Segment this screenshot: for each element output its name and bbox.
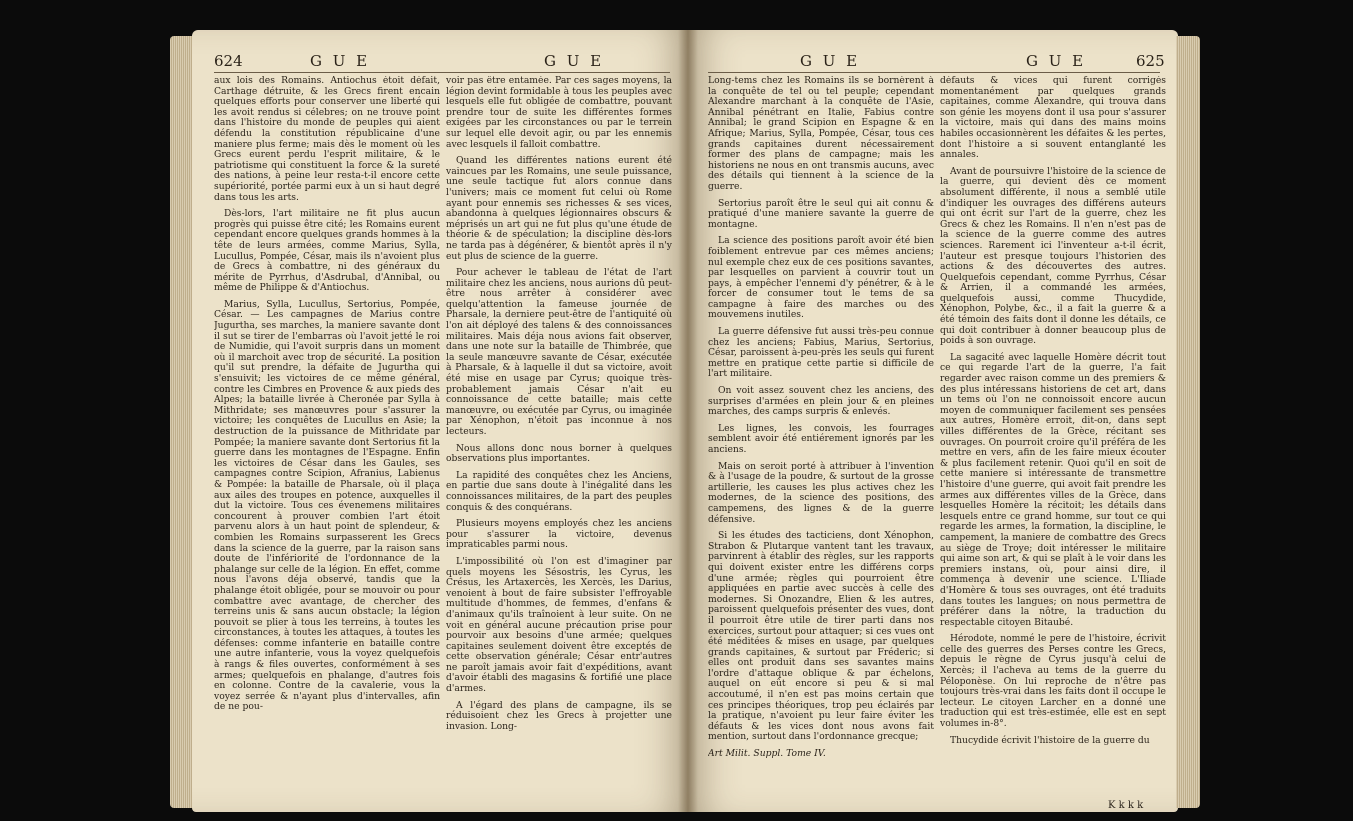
paragraph: La guerre défensive fut aussi très-peu connue chez les anciens; Fabius, Marius, Sertorius, César, paroissent à-peu-près les seuls qui furent mettre en pratique cette partie si difficile de l'art militaire.	[708, 326, 934, 380]
text-column-2	[446, 76, 672, 796]
page-edges-left	[170, 36, 194, 808]
footer-signature: Art Milit. Suppl. Tome IV.	[708, 748, 826, 760]
paragraph: aux lois des Romains. Antiochus étoit défait, Carthage détruite, & les Grecs firent encain quelques efforts pour conserver une liberté qui les avoit rendus si célebres; on ne trouve point dans l'histoire du monde de peuples qui aient défendu la constitution républicaine d'une maniere plus ferme; mais dès le moment où les Grecs eurent perdu l'esprit militaire, & le patriotisme qui constituent la force & la sureté des nations, à peine leur resta-t-il encore cette supériorité, portée parmi eux à un si haut degré dans tous les arts.	[214, 76, 440, 203]
page-number: 625	[1136, 52, 1165, 70]
paragraph: On voit assez souvent chez les anciens, des surprises d'armées en plein jour & en pleines marches, des camps surpris & enlevés.	[708, 385, 934, 418]
header-rule	[708, 72, 1160, 73]
header-rule	[214, 72, 670, 73]
paragraph: Plusieurs moyens employés chez les anciens pour s'assurer la victoire, devenus impraticables parmi nous.	[446, 518, 672, 551]
paragraph: La sagacité avec laquelle Homère décrit tout ce qui regarde l'art de la guerre, l'a fait regarder avec raison comme un des premiers & des plus intéressans historiens de cet art, dans un tems où l'on ne connoissoit encore aucun moyen de communiquer facilement ses pensées aux autres, Homère erroit, dit-on, dans sept villes différentes de la Grèce, récitant ses ouvrages. On pourroit croire qu'il préféra de les mettre en vers, afin de les faire mieux écouter & plus facilement retenir. Quoi qu'il en soit de cette maniere si intéressante de transmettre l'histoire d'une guerre, qui avoit fait prendre les armes aux différentes villes de la Grèce, dans lesquelles Homère la récitoit; les détails dans lesquels entre ce grand homme, sur tout ce qui regarde les armes, la formation, la discipline, le campement, la maniere de combattre des Grecs au siège de Troye; doit intéresser le militaire qui aime son art, & qui se plaît à le voir dans les premiers instans, où, pour ainsi dire, il commença à devenir une science. L'Iliade d'Homère & tous ses ouvrages, ont été traduits dans toutes les langues; on nous permettra de préférer dans la nôtre, la traduction du respectable citoyen Bitaubé.	[940, 351, 1166, 628]
page-number: 624	[214, 52, 243, 70]
left-page	[192, 30, 688, 812]
running-header: G U E	[310, 52, 371, 70]
paragraph: défauts & vices qui furent corrigés momentanément par quelques grands capitaines, comme Alexandre, qui trouva dans son génie les moyens dont il usa pour s'assurer la victoire, mais qui dans des mains moins habiles occasionnèrent les défaites & les pertes, dont l'histoire a si souvent entanglanté les annales.	[940, 76, 1166, 161]
paragraph: Si les études des tacticiens, dont Xénophon, Strabon & Plutarque vantent tant les travaux, parvinrent à établir des règles, sur les rapports qui doivent exister entre les différens corps d'une armée; règles qui pourroient être appliquées en partie avec succès à celle des modernes. Si Onozandre, Elien & les autres, paroissent quelquefois présenter des vues, dont il pourroit être utile de tirer parti dans nos exercices, surtout pour attaquer; si ces vues ont été méditées & mises en usage, par quelques grands capitaines, & surtout par Fréderic; si elles ont produit dans ses savantes mains l'ordre d'attaque oblique & par échelons, auquel on eût encore si peu & si mal accoutumé, il n'en est pas moins certain que ces principes théoriques, trop peu éclairés par la pratique, n'avoient pu leur faire éviter les défauts & les vices dont nous avons fait mention, surtout dans l'ordonnance grecque;	[708, 530, 934, 743]
paragraph: La rapidité des conquêtes chez les Anciens, en partie due sans doute à l'inégalité dans les connoissances militaires, de la part des peuples conquis & des conquérans.	[446, 469, 672, 513]
paragraph: Long-tems chez les Romains ils se bornèrent à la conquête de tel ou tel peuple; cependant Alexandre marchant à la conquête de l'Asie, Annibal pénétrant en Italie, Fabius contre Annibal; le grand Scipion en Espagne & en Afrique; Marius, Sylla, Pompée, César, tous ces grands capitaines durent nécessairement former des plans de campagne; mais les historiens ne nous en ont transmis aucuns, avec des détails qui tiennent à la science de la guerre.	[708, 76, 934, 192]
running-header: G U E	[800, 52, 861, 70]
book-gutter	[678, 30, 698, 812]
page-edges-right	[1176, 36, 1200, 808]
text-column-1	[214, 76, 440, 796]
text-column-2	[940, 76, 1166, 796]
text-column-1	[708, 76, 934, 796]
paragraph: Dès-lors, l'art militaire ne fit plus aucun progrès qui puisse être cité; les Romains eurent cependant encore quelques grands hommes à la tête de leurs armées, comme Marius, Sylla, Lucullus, Pompée, César, mais ils n'avoient plus de Grecs à combattre, ni des généraux du mérite de Pyrrhus, d'Asdrubal, d'Annibal, ou même de Philippe & d'Antiochus.	[214, 208, 440, 294]
paragraph: voir pas être entamée. Par ces sages moyens, la légion devint formidable à tous les peuples avec lesquels elle fut obligée de combattre, pouvant prendre tour de suite les différentes formes exigées par les circonstances ou par le terrein sur lequel elle devoit agir, ou par les ennemis avec lesquels il falloit combattre.	[446, 76, 672, 150]
running-header: G U E	[1026, 52, 1087, 70]
paragraph: Nous allons donc nous borner à quelques observations plus importantes.	[446, 442, 672, 465]
paragraph: Sertorius paroît être le seul qui ait connu & pratiqué d'une maniere savante la guerre de montagne.	[708, 197, 934, 230]
paragraph: L'impossibilité où l'on est d'imaginer par quels moyens les Sésostris, les Cyrus, les Crésus, les Artaxercès, les Xercès, les Darius, venoient à bout de faire subsister l'effroyable multitude d'hommes, de femmes, d'enfans & d'animaux qu'ils traînoient à leur suite. On ne voit en général aucune précaution prise pour pourvoir aux besoins d'une armée; quelques capitaines seulement doivent être exceptés de cette observation générale; César entr'autres ne paroît jamais avoir fait d'expéditions, avant d'avoir établi des magasins & fortifié une place d'armes.	[446, 555, 672, 695]
right-page	[688, 30, 1178, 812]
paragraph: Quand les différentes nations eurent été vaincues par les Romains, une seule puissance, une seule tactique fut alors connue dans l'univers; mais ce moment fut celui où Rome ayant pour ennemis ses richesses & ses vices, abandonna à quelques légionnaires obscurs & méprisés un art qui ne fut plus qu'une étude de théorie & de spéculation; la discipline dès-lors ne tarda pas à dégénérer, & bientôt après il n'y eut plus de science de la guerre.	[446, 155, 672, 262]
open-book	[170, 30, 1200, 812]
signature-mark: K k k k	[1108, 800, 1144, 811]
paragraph: Mais on seroit porté à attribuer à l'invention & à l'usage de la poudre, & surtout de la grosse artillerie, les causes les plus actives chez les modernes, de la science des positions, des campemens, des lignes & de la guerre défensive.	[708, 460, 934, 525]
paragraph: Pour achever le tableau de l'état de l'art militaire chez les anciens, nous aurions dû peut-être nous arrêter à considérer avec quelqu'attention la fameuse journée de Pharsale, la derniere peut-être de l'antiquité où l'on ait déployé des talens & des connoissances militaires. Mais déja nous avions fait observer, dans une note sur la bataille de Thimbrée, que la seule manœuvre savante de César, exécutée à Pharsale, & à laquelle il dut sa victoire, avoit été mise en usage par Cyrus; quoique très-probablement jamais César n'ait eu connoissance de cette bataille; mais cette manœuvre, ou exécutée par Cyrus, ou imaginée par Xénophon, n'étoit pas inconnue à nos lecteurs.	[446, 267, 672, 437]
paragraph: Thucydide écrivit l'histoire de la guerre du	[950, 734, 1150, 746]
paragraph: Avant de poursuivre l'histoire de la science de la guerre, qui devient dès ce moment absolument différente, il nous a semblé utile d'indiquer les ouvrages des différens auteurs qui ont écrit sur l'art de la guerre, chez les Grecs & chez les Romains. Il n'en n'est pas de la science de la guerre comme des autres sciences. Rarement ici l'inventeur a-t-il écrit, l'auteur est presque toujours l'historien des actions & des découvertes des autres. Quelquefois cependant, comme Pyrrhus, César & Arrien, il a commandé les armées, quelquefois aussi, comme Thucydide, Xénophon, Polybe, &c., il a fait la guerre & a été témoin des faits dont il donne les détails, ce qui doit contribuer à donner beaucoup plus de poids à son ouvrage.	[940, 165, 1166, 347]
paragraph: La science des positions paroît avoir été bien foiblement entrevue par ces mêmes anciens; nul exemple chez eux de ces positions savantes, par lesquelles on parvient à couvrir tout un pays, à empêcher l'ennemi d'y pénétrer, & à le forcer de consumer tout le tems de sa campagne à faire des marches ou des mouvemens inutiles.	[708, 235, 934, 321]
running-header: G U E	[544, 52, 605, 70]
paragraph: Marius, Sylla, Lucullus, Sertorius, Pompée, César. — Les campagnes de Marius contre Jugurtha, ses marches, la maniere savante dont il sut se tirer de l'embarras où l'avoit jetté le roi de Numidie, qui l'avoit surpris dans un moment où il marchoit avec trop de sécurité. La position qu'il sut prendre, la défaite de Jugurtha qui s'ensuivit; les victoires de ce même général, contre les Cimbres en Provence & aux pieds des Alpes; la bataille livrée à Cheronée par Sylla à Mithridate; ses manœuvres pour s'assurer la victoire; les conquêtes de Lucullus en Asie; la destruction de la puissance de Mithridate par Pompée; la maniere savante dont Sertorius fit la guerre dans les montagnes de l'Espagne. Enfin les victoires de César dans les Gaules, ses campagnes contre Scipion, Afranius, Labienus & Pompée: la bataille de Pharsale, où il plaça aux ailes des troupes en potence, auxquelles il dut la victoire. Tous ces évenemens militaires concourent à prouver combien l'art étoit parvenu alors à un haut point de splendeur, & combien les Romains surpasserent les Grecs dans la science de la guerre, par la raison sans doute de l'infériorité de l'ordonnance de la phalange sur celle de la légion. En effet, comme nous l'avons déja observé, tandis que la phalange étoit obligée, pour se mouvoir ou pour combattre avec avantage, de chercher des terreins unis & sans aucun obstacle; la légion pouvoit se plier à tous les terreins, à toutes les circonstances, à toutes les attaques, à toutes les défenses: comme infanterie en bataille contre une autre infanterie, vous la voyez quelquefois à rangs & files ouvertes, conformément à ses armes; quelquefois en phalange, d'autres fois en colonne. Contre de la cavalerie, vous la voyez serrée & n'ayant plus d'intervalles, afin de ne pou-	[214, 298, 440, 713]
paragraph: Hérodote, nommé le pere de l'histoire, écrivit celle des guerres des Perses contre les Grecs, depuis le règne de Cyrus jusqu'à celui de Xercès; il l'acheva au tems de la guerre du Péloponèse. On lui reproche de n'être pas toujours très-vrai dans les faits dont il occupe le lecteur. Le citoyen Larcher en a donné une traduction qui est très-estimée, elle est en sept volumes in-8°.	[940, 633, 1166, 730]
paragraph: Les lignes, les convois, les fourrages semblent avoir été entiérement ignorés par les anciens.	[708, 422, 934, 455]
paragraph: A l'égard des plans de campagne, ils se réduisoient chez les Grecs à projetter une invasion. Long-	[446, 699, 672, 732]
